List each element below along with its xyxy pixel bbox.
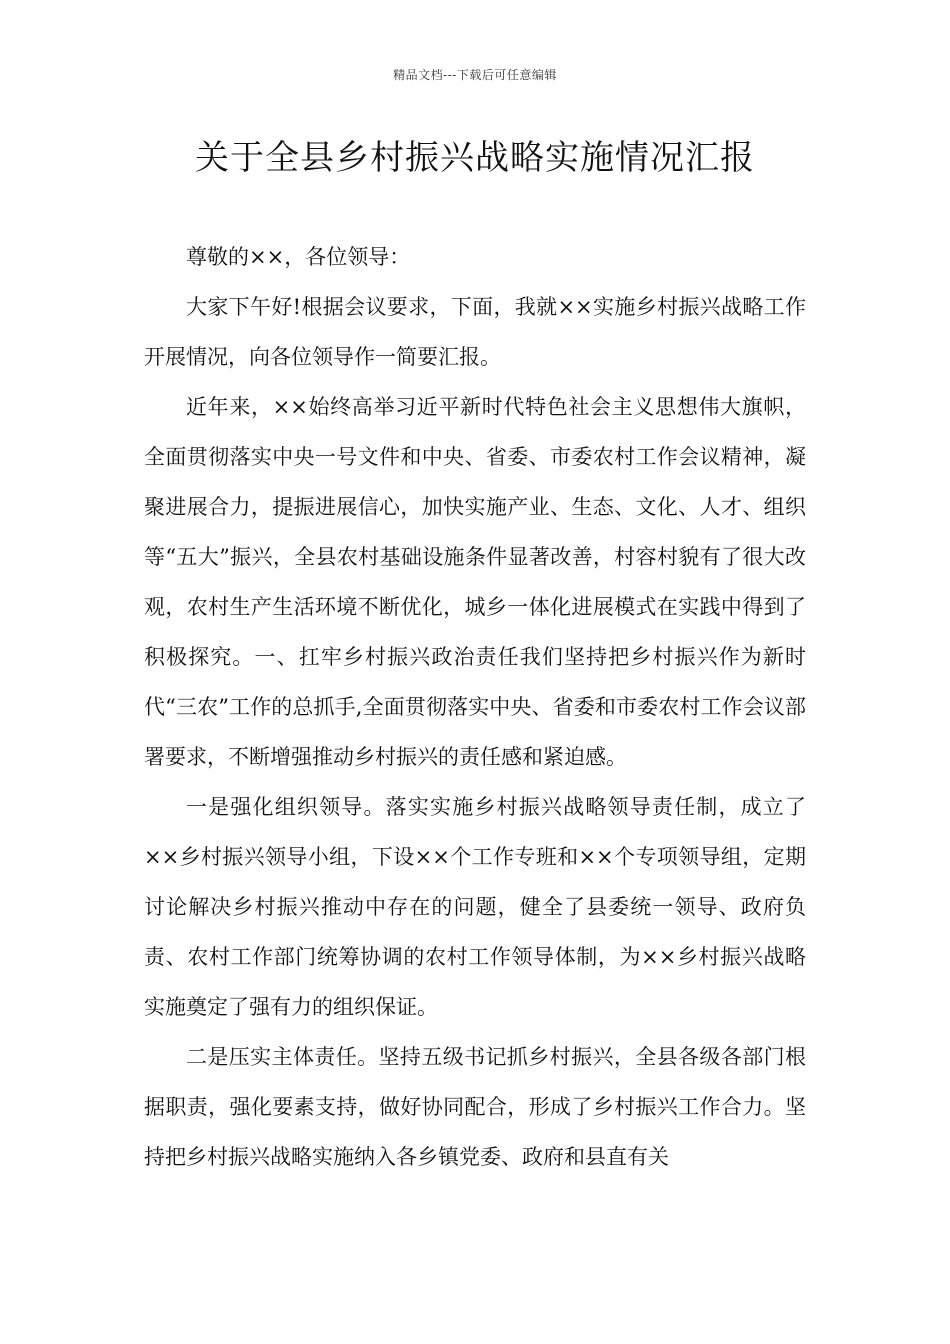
paragraph-overview: 近年来，××始终高举习近平新时代特色社会主义思想伟大旗帜，全面贯彻落实中央一号文件和中央、省委、市委农村工作会议精神，凝聚进展合力，提振进展信心，加快实施产业、生态、文化、人才、组织等“五大”振兴，全县农村基础设施条件显著改善，村容村貌有了很大改观，农村生产生活环境不断优化，城乡一体化进展模式在实践中得到了积极探究。一、扛牢乡村振兴政治责任我们坚持把乡村振兴作为新时代“三农”工作的总抓手,全面贯彻落实中央、省委和市委农村工作会议部署要求，不断增强推动乡村振兴的责任感和紧迫感。 (144, 395, 806, 769)
paragraph-responsibility: 二是压实主体责任。坚持五级书记抓乡村振兴，全县各级各部门根据职责，强化要素支持，做好协同配合，形成了乡村振兴工作合力。坚持把乡村振兴战略实施纳入各乡镇党委、政府和县直有关 (144, 1045, 806, 1169)
header-note: 精品文档---下载后可任意编辑 (393, 68, 557, 82)
paragraph-organization: 一是强化组织领导。落实实施乡村振兴战略领导责任制，成立了××乡村振兴领导小组，下设××个工作专班和××个专项领导组，定期讨论解决乡村振兴推动中存在的问题，健全了县委统一领导、政府负责、农村工作部门统筹协调的农村工作领导体制，为××乡村振兴战略实施奠定了强有力的组织保证。 (144, 795, 806, 1019)
paragraph-salutation: 尊敬的××，各位领导： (186, 245, 411, 269)
document-title: 关于全县乡村振兴战略实施情况汇报 (195, 138, 755, 178)
document-body (144, 232, 806, 1182)
paragraph-opening: 大家下午好!根据会议要求，下面，我就××实施乡村振兴战略工作开展情况，向各位领导作一简要汇报。 (144, 295, 806, 369)
